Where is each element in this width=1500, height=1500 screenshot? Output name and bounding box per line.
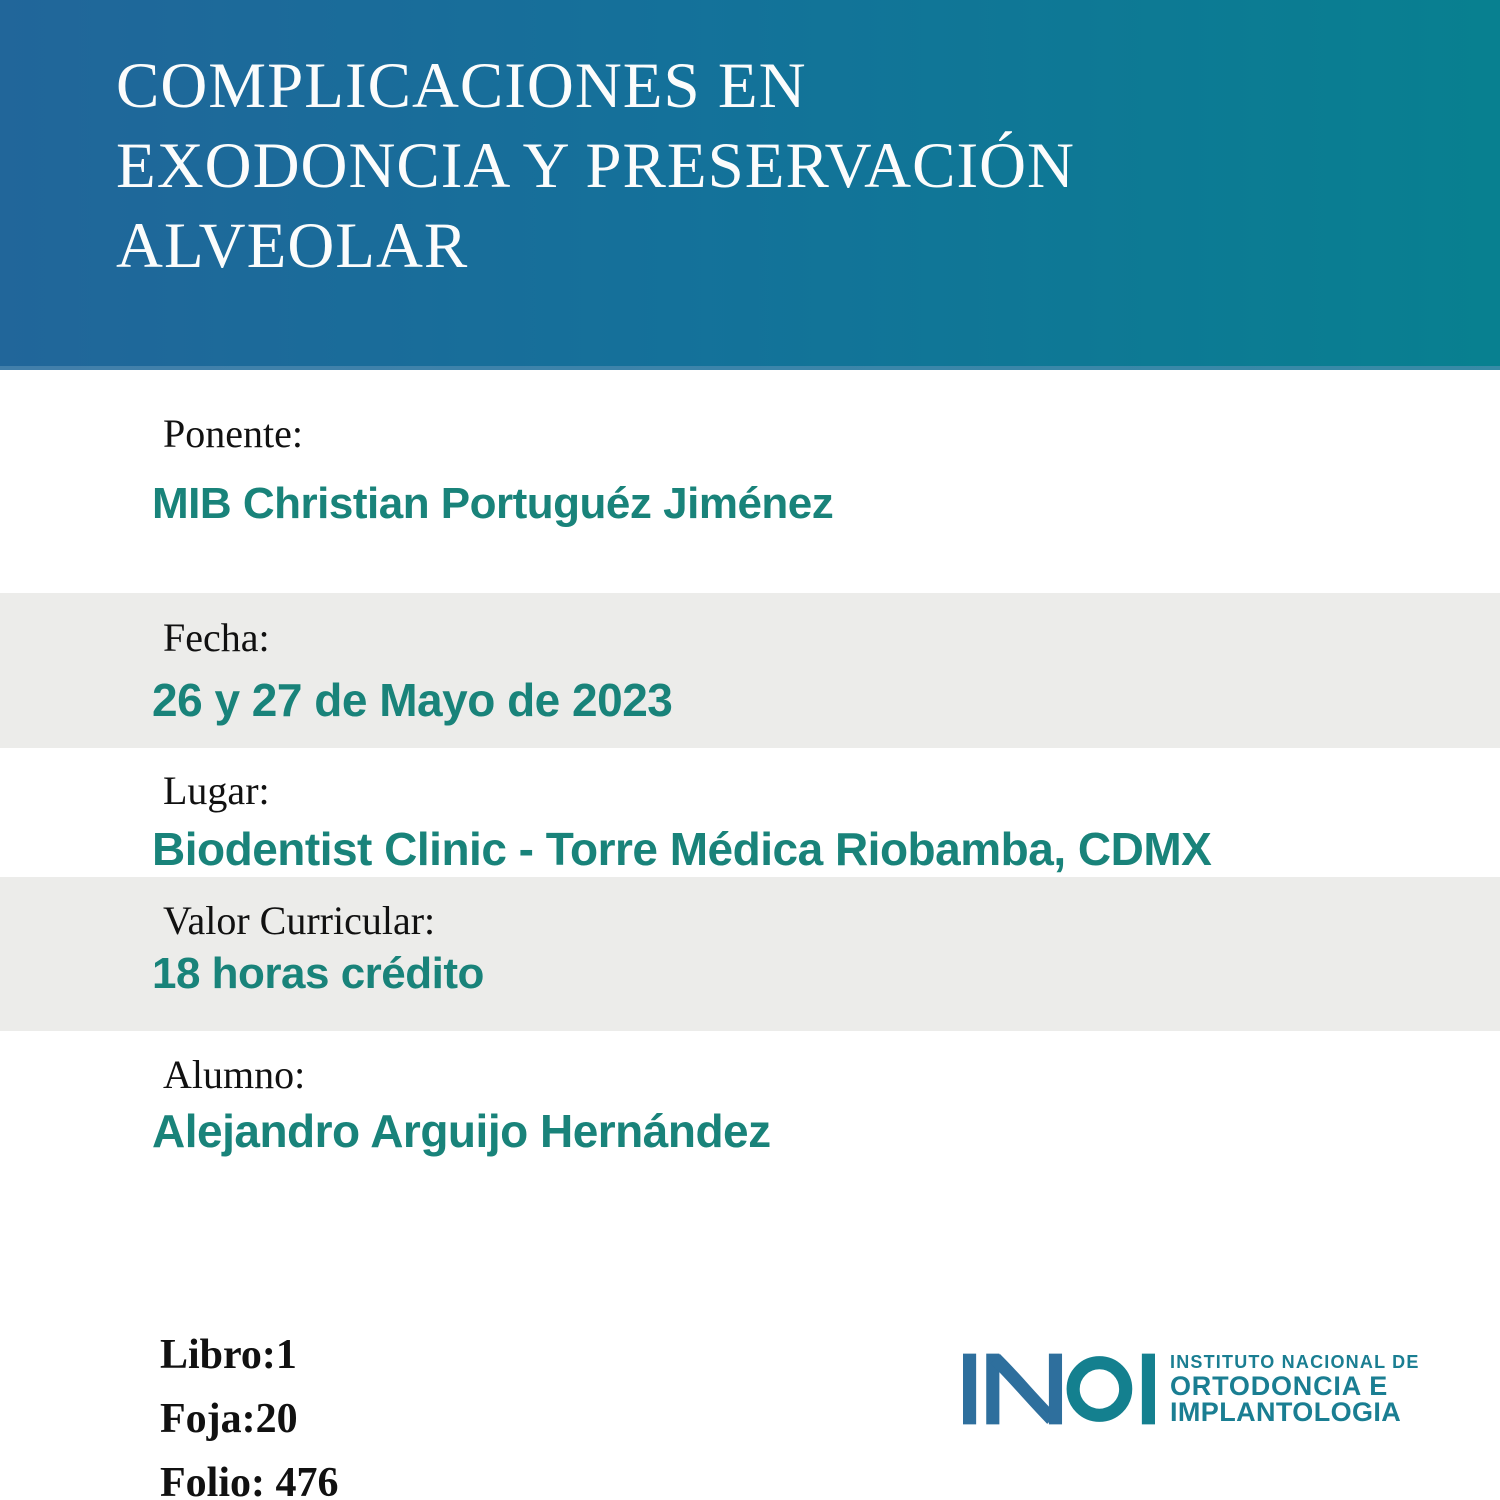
- field-alumno: [0, 1031, 1500, 1237]
- field-valor-curricular: [0, 877, 1500, 1031]
- ponente-label: Ponente:: [163, 411, 303, 456]
- alumno-value: Alejandro Arguijo Hernández: [152, 1105, 771, 1157]
- logo-ortodoncia-line: ORTODONCIA E: [1170, 1371, 1389, 1401]
- fecha-label: Fecha:: [163, 615, 270, 660]
- registry-folio: Folio: 476: [160, 1460, 339, 1500]
- logo-implantologia-line: IMPLANTOLOGIA: [1170, 1397, 1402, 1427]
- field-fecha: [0, 593, 1500, 748]
- inoi-logo-icon: [963, 1353, 1155, 1425]
- header-banner: [0, 0, 1500, 370]
- field-lugar: [0, 748, 1500, 877]
- valor-curricular-value: 18 horas crédito: [152, 949, 484, 998]
- alumno-label: Alumno:: [163, 1052, 306, 1097]
- inoi-logo-text: [1170, 1352, 1420, 1425]
- course-title: [116, 46, 1410, 286]
- lugar-value: Biodentist Clinic - Torre Médica Riobamba, CDMX: [152, 823, 1212, 875]
- ponente-value: MIB Christian Portuguéz Jiménez: [152, 479, 834, 528]
- valor-curricular-label: Valor Curricular:: [163, 898, 436, 943]
- fecha-value: 26 y 27 de Mayo de 2023: [152, 674, 673, 726]
- registry-libro: Libro:1: [160, 1332, 297, 1378]
- course-title-line-3: ALVEOLAR: [116, 210, 469, 282]
- course-title-line-2: EXODONCIA Y PRESERVACIÓN: [116, 130, 1075, 202]
- inoi-logo: [963, 1352, 1420, 1425]
- course-title-line-1: COMPLICACIONES EN: [116, 50, 807, 122]
- field-ponente: [0, 370, 1500, 593]
- logo-institute-line: INSTITUTO NACIONAL DE: [1170, 1352, 1420, 1372]
- registry-foja: Foja:20: [160, 1396, 298, 1442]
- lugar-label: Lugar:: [163, 768, 270, 813]
